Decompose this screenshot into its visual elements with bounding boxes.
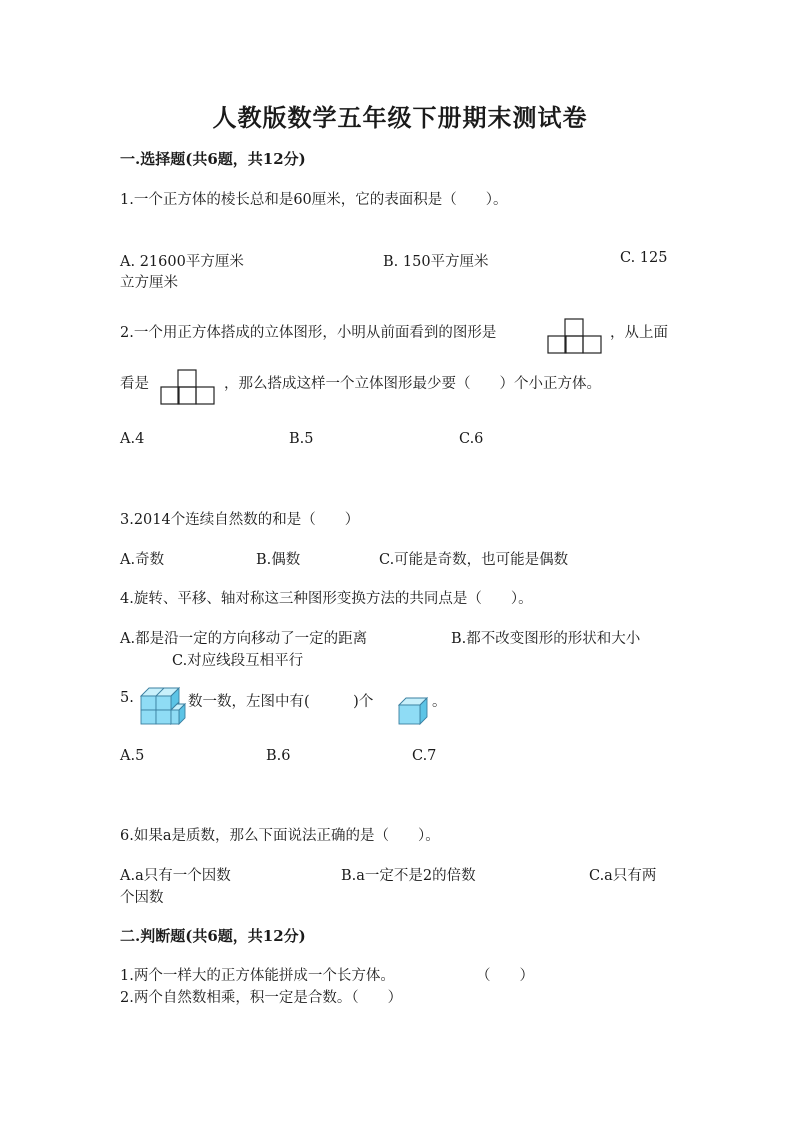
q5-option-a: A.5 [120, 748, 145, 764]
page-title: 人教版数学五年级下册期末测试卷 [212, 103, 588, 132]
q6-option-c-wrap: 个因数 [120, 890, 164, 906]
q1-option-c-wrap: 立方厘米 [120, 275, 178, 291]
question-2-line1: 2.一个用正方体搭成的立体图形，小明从前面看到的图形是 [120, 325, 497, 341]
front-view-figure [547, 318, 603, 354]
q6-option-c: C.a只有两 [589, 868, 657, 884]
q6-option-b: B.a一定不是2的倍数 [341, 868, 476, 884]
q3-option-b: B.偶数 [256, 552, 301, 568]
judgement-item-1-paren: （ ） [476, 968, 534, 984]
q1-option-a: A. 21600平方厘米 [120, 254, 244, 270]
section-heading-choice: 一.选择题(共6题，共12分) [120, 150, 306, 168]
q6-option-a: A.a只有一个因数 [120, 868, 231, 884]
question-5-end: 。 [432, 694, 447, 710]
q1-option-c: C. 125 [620, 250, 668, 266]
q5-option-c: C.7 [412, 748, 437, 764]
q4-option-a: A.都是沿一定的方向移动了一定的距离 [120, 631, 368, 647]
top-view-figure [160, 369, 216, 405]
judgement-item-2: 2.两个自然数相乘，积一定是合数。（ ） [120, 990, 403, 1006]
question-4: 4.旋转、平移、轴对称这三种图形变换方法的共同点是（ ）。 [120, 591, 533, 607]
q1-option-b: B. 150平方厘米 [383, 254, 489, 270]
q4-option-b: B.都不改变图形的形状和大小 [451, 631, 641, 647]
question-5-text: 数一数，左图中有( )个 [188, 694, 374, 710]
section-heading-judgement: 二.判断题(共6题，共12分) [120, 927, 306, 945]
question-2-line1-end: ，从上面 [610, 325, 668, 341]
q3-option-a: A.奇数 [120, 552, 165, 568]
q5-option-b: B.6 [266, 748, 291, 764]
question-6: 6.如果a是质数，那么下面说法正确的是（ ）。 [120, 828, 440, 844]
question-1: 1.一个正方体的棱长总和是60厘米，它的表面积是（ ）。 [120, 192, 508, 208]
q4-option-c: C.对应线段互相平行 [172, 653, 304, 669]
q2-option-a: A.4 [120, 431, 145, 447]
q3-option-c: C.可能是奇数，也可能是偶数 [379, 552, 569, 568]
question-3: 3.2014个连续自然数的和是（ ） [120, 512, 360, 528]
judgement-item-1: 1.两个一样大的正方体能拼成一个长方体。 [120, 968, 395, 984]
question-2-line2-start: 看是 [120, 376, 149, 392]
cube-stack-figure [139, 686, 185, 726]
question-2-line2-end: ，那么搭成这样一个立体图形最少要（ ）个小正方体。 [224, 376, 601, 392]
q2-option-c: C.6 [459, 431, 484, 447]
q2-option-b: B.5 [289, 431, 314, 447]
question-5-number: 5. [120, 690, 134, 706]
unit-cube-figure [398, 697, 428, 725]
